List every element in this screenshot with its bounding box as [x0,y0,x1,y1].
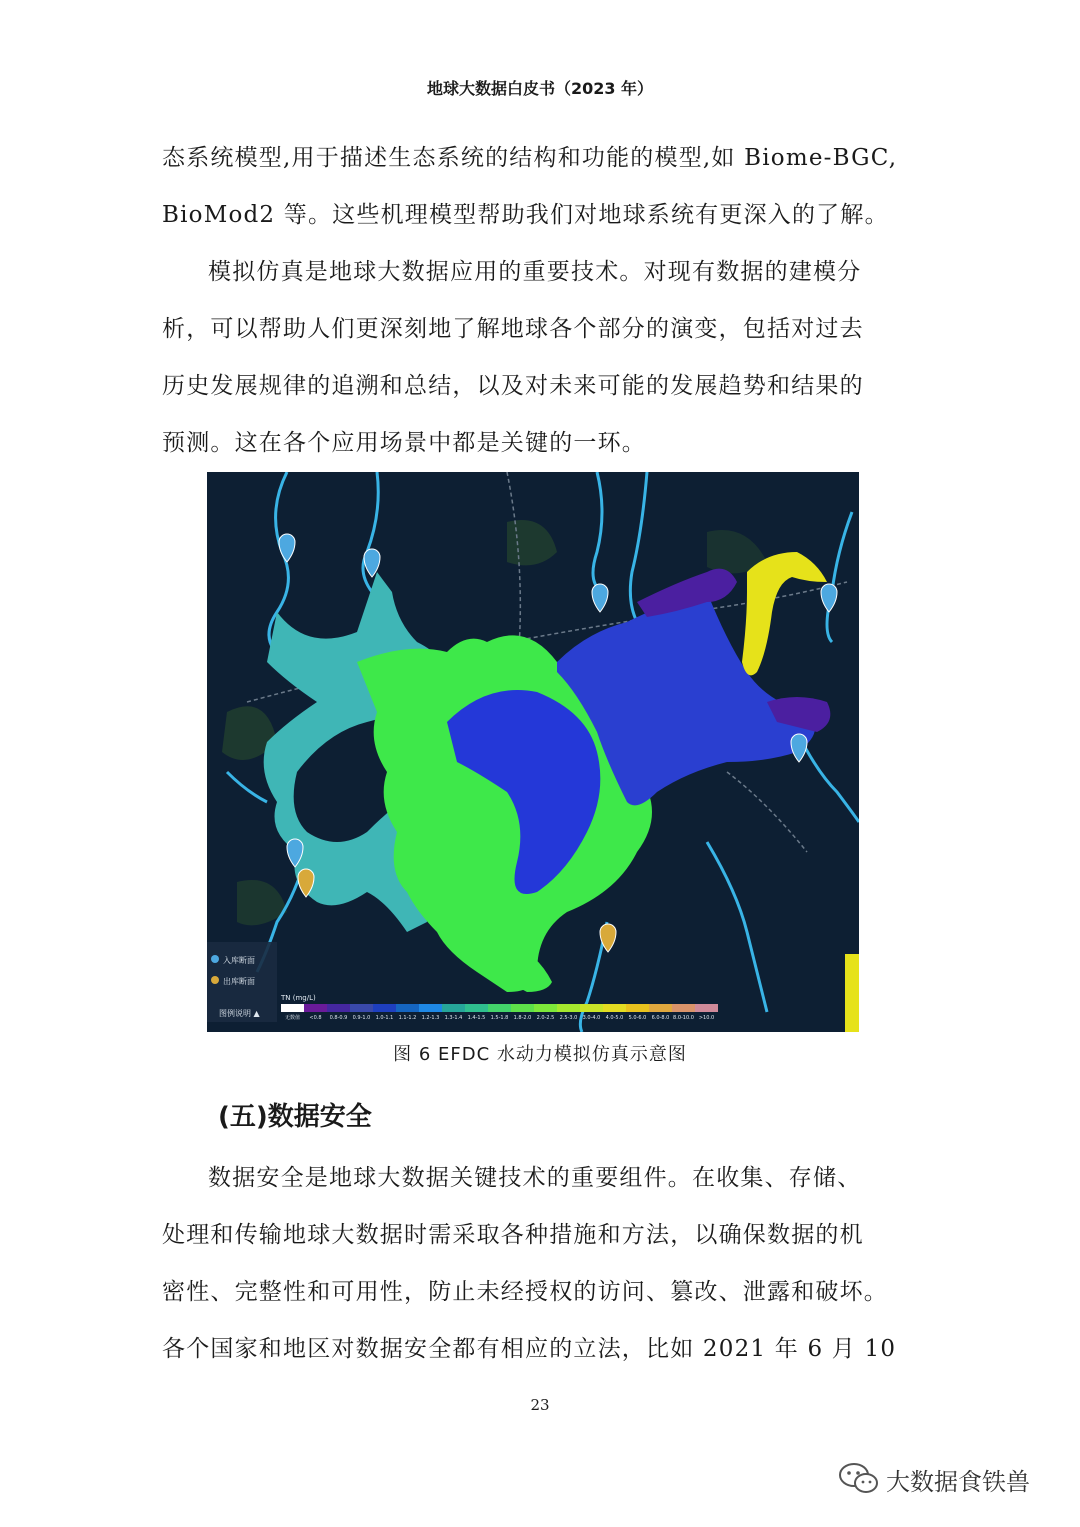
colorbar-label: >10.0 [698,1015,715,1021]
colorbar-swatch [672,1004,695,1012]
colorbar-label: 8.0-10.0 [673,1015,694,1021]
colorbar-swatch [373,1004,396,1012]
colorbar-swatch [465,1004,488,1012]
text-line: 态系统模型,用于描述生态系统的结构和功能的模型,如 Biome-BGC, [162,145,898,171]
colorbar-swatch [419,1004,442,1012]
colorbar-swatch [603,1004,626,1012]
colorbar-label: 1.1-1.2 [398,1015,417,1021]
legend-toggle[interactable]: 图例说明 ▲ [219,1009,260,1018]
colorbar-label: 0.8-0.9 [329,1015,348,1021]
figure-caption: 图 6 EFDC 水动力模拟仿真示意图 [393,1044,687,1065]
wechat-icon [838,1460,880,1498]
body-text-bottom [162,1150,907,1378]
colorbar-label: 4.0-5.0 [605,1015,624,1021]
text-line: 各个国家和地区对数据安全都有相应的立法，比如 2021 年 6 月 10 [162,1336,897,1362]
colorbar-swatch [511,1004,534,1012]
legend-inflow-label: 入库断面 [223,956,255,965]
text-line: 历史发展规律的追溯和总结，以及对未来可能的发展趋势和结果的 [162,373,864,399]
legend-outflow-label: 出库断面 [223,977,255,986]
colorbar-label: 1.2-1.3 [421,1015,440,1021]
colorbar-label: 1.3-1.4 [444,1015,463,1021]
colorbar-swatch [350,1004,373,1012]
watermark [838,1460,1030,1498]
colorbar-swatch [396,1004,419,1012]
text-line: 析，可以帮助人们更深刻地了解地球各个部分的演变，包括对过去 [162,316,864,342]
colorbar-label: 1.8-2.0 [513,1015,532,1021]
watermark-text: 大数据食铁兽 [886,1467,1030,1496]
colorbar-swatch [580,1004,603,1012]
colorbar-swatch [534,1004,557,1012]
colorbar-label: 2.0-2.5 [536,1015,555,1021]
simulation-map [207,472,859,1032]
colorbar-swatch [304,1004,327,1012]
colorbar-swatch [695,1004,718,1012]
text-line: 数据安全是地球大数据关键技术的重要组件。在收集、存储、 [208,1165,862,1191]
colorbar-label: 1.5-1.8 [490,1015,509,1021]
colorbar-label: 无数值 [284,1015,301,1021]
colorbar-swatch [488,1004,511,1012]
colorbar-label: 3.0-4.0 [582,1015,601,1021]
text-line: 密性、完整性和可用性，防止未经授权的访问、篡改、泄露和破坏。 [162,1279,888,1305]
colorbar-label: 0.9-1.0 [352,1015,371,1021]
page-number: 23 [530,1396,550,1414]
colorbar-label: 1.4-1.5 [467,1015,486,1021]
colorbar-label: 5.0-6.0 [628,1015,647,1021]
colorbar-label: 1.0-1.1 [375,1015,394,1021]
page-header: 地球大数据白皮书（2023 年） [426,79,654,98]
colorbar-label: 2.5-3.0 [559,1015,578,1021]
colorbar-swatch [442,1004,465,1012]
paragraph-simulation [162,244,907,472]
paragraph-ecosystem-models [162,130,907,244]
text-line: 模拟仿真是地球大数据应用的重要技术。对现有数据的建模分 [208,259,862,285]
colorbar-swatch [626,1004,649,1012]
colorbar-label: <0.8 [309,1015,322,1021]
colorbar-swatch [649,1004,672,1012]
text-line: BioMod2 等。这些机理模型帮助我们对地球系统有更深入的了解。 [162,202,889,228]
colorbar-swatch [281,1004,304,1012]
paragraph-data-security [162,1150,907,1378]
colorbar-label: 6.0-8.0 [651,1015,670,1021]
text-line: 预测。这在各个应用场景中都是关键的一环。 [162,430,646,456]
section-heading: (五)数据安全 [218,1102,372,1132]
text-line: 处理和传输地球大数据时需采取各种措施和方法，以确保数据的机 [162,1222,864,1248]
efdc-simulation-figure [207,472,859,1032]
colorbar-swatch [327,1004,350,1012]
body-text-top [162,130,907,472]
colorbar-swatch [557,1004,580,1012]
colorbar-title: TN (mg/L) [281,994,316,1002]
